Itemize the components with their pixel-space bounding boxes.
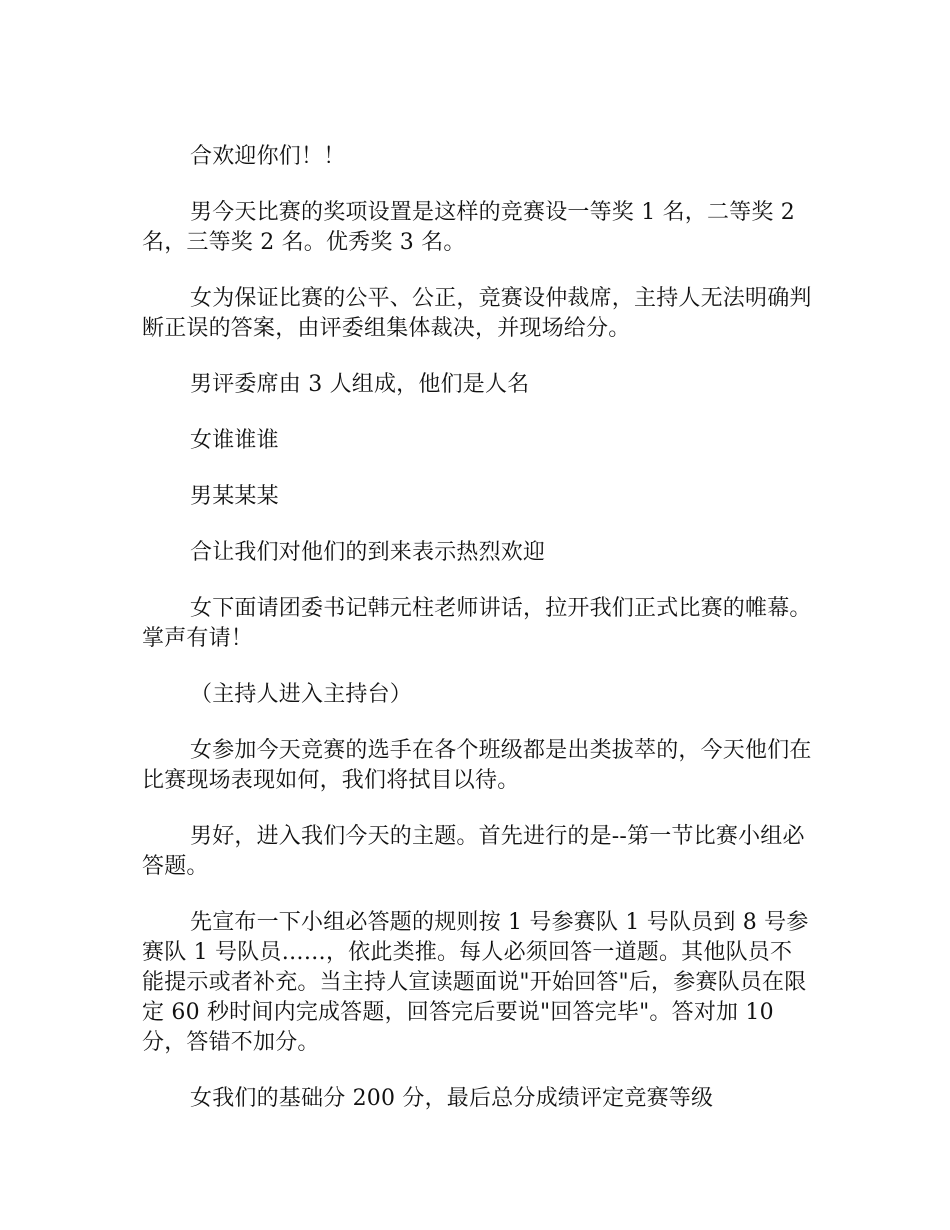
paragraph-judges-intro: 男评委席由 3 人组成，他们是人名 (190, 372, 530, 397)
paragraph-contestants: 女参加今天竞赛的选手在各个班级都是出类拔萃的，今天他们在比赛现场表现如何，我们将拭目以待。 (142, 738, 812, 793)
paragraph-host-welcome: 合欢迎你们！！ (190, 144, 346, 169)
paragraph-base-score: 女我们的基础分 200 分，最后总分成绩评定竞赛等级 (190, 1086, 714, 1111)
paragraph-judge-name-2: 男某某某 (190, 484, 279, 509)
paragraph-prize-settings: 男今天比赛的奖项设置是这样的竞赛设一等奖 1 名，二等奖 2 名，三等奖 2 名。优秀奖 3 名。 (142, 200, 795, 255)
paragraph-welcome-judges: 合让我们对他们的到来表示热烈欢迎 (190, 540, 546, 565)
paragraph-rules: 先宣布一下小组必答题的规则按 1 号参赛队 1 号队员到 8 号参赛队 1 号队员……，依此类推。每人必须回答一道题。其他队员不能提示或者补充。当主持人宣读题面说"开始回答"后，参赛队员在限定 60 秒时间内完成答题，回答完后要说"回答完毕"。答对加 10 分，答错不加分。 (142, 910, 809, 1055)
paragraph-judge-name-1: 女谁谁谁 (190, 428, 279, 453)
paragraph-stage-direction: （主持人进入主持台） (190, 682, 413, 707)
document-body (142, 142, 812, 1140)
paragraph-arbitration: 女为保证比赛的公平、公正，竞赛设仲裁席，主持人无法明确判断正误的答案，由评委组集体裁决，并现场给分。 (142, 286, 812, 341)
paragraph-speech-invite: 女下面请团委书记韩元柱老师讲话，拉开我们正式比赛的帷幕。掌声有请！ (142, 596, 812, 651)
paragraph-first-round: 男好，进入我们今天的主题。首先进行的是--第一节比赛小组必答题。 (142, 824, 805, 879)
